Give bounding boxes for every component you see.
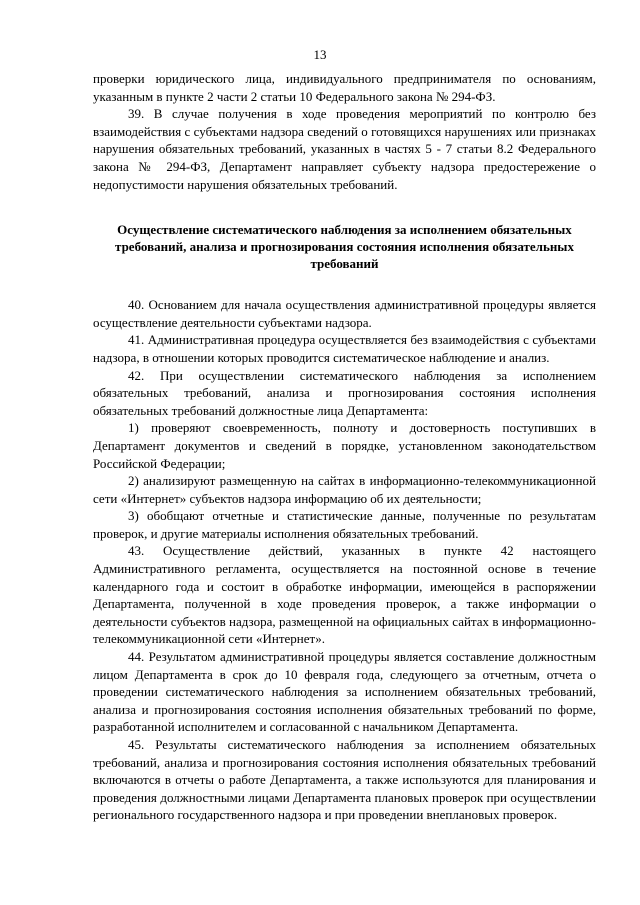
paragraph-40: 40. Основанием для начала осуществления административной процедуры является осуществление деятельности субъектами надзора. bbox=[93, 297, 596, 330]
list-item-3: 3) обобщают отчетные и статистические данные, полученные по результатам проверок, и другие материалы исполнения обязательных требований. bbox=[93, 508, 596, 541]
document-body bbox=[93, 70, 596, 824]
paragraph-43: 43. Осуществление действий, указанных в пункте 42 настоящего Административного регламента, осуществляется на постоянной основе в течение календарного года и состоит в обработке информации, имеющейся в распоряжении Департамента, полученной в ходе проведения проверок, а также информации о деятельности субъектов надзора, размещенной на официальных сайтах в информационно-телекоммуникационной сети «Интернет». bbox=[93, 543, 596, 647]
paragraph-42: 42. При осуществлении систематического наблюдения за исполнением обязательных требований, анализа и прогнозирования состояния исполнения обязательных требований должностные лица Департамента: bbox=[93, 367, 596, 418]
list-item-2: 2) анализируют размещенную на сайтах в информационно-телекоммуникационной сети «Интернет» субъектов надзора информацию об их деятельности; bbox=[93, 473, 596, 506]
page-number: 13 bbox=[313, 47, 327, 62]
paragraph-41: 41. Административная процедура осуществляется без взаимодействия с субъектами надзора, в отношении которых проводится систематическое наблюдение и анализ. bbox=[93, 332, 596, 365]
paragraph-39: 39. В случае получения в ходе проведения мероприятий по контролю без взаимодействия с субъектами надзора сведений о готовящихся нарушениях или признаках нарушения обязательных требований, указанных в частях 5 - 7 статьи 8.2 Федерального закона № 294-ФЗ, Департамент направляет субъекту надзора предостережение о недопустимости нарушения обязательных требований. bbox=[93, 106, 596, 192]
section-heading: Осуществление систематического наблюдения за исполнением обязательных требований, анализа и прогнозирования состояния исполнения обязательных требований bbox=[115, 222, 574, 272]
paragraph-45: 45. Результаты систематического наблюдения за исполнением обязательных требований, анализа и прогнозирования состояния исполнения обязательных требований включаются в отчеты о работе Департамента, а также используются для планирования и проведения должностными лицами Департамента плановых проверок при осуществлении регионального государственного надзора и при проведении внеплановых проверок. bbox=[93, 737, 596, 823]
paragraph-44: 44. Результатом административной процедуры является составление должностным лицом Департамента в срок до 10 февраля года, следующего за отчетным, отчета о проведении систематического наблюдения за исполнением обязательных требований, анализа и прогнозирования состояния исполнения обязательных требований по форме, разработанной исполнителем и согласованной с начальником Департамента. bbox=[93, 649, 596, 735]
list-item-1: 1) проверяют своевременность, полноту и достоверность поступивших в Департамент документов и сведений в порядке, установленном законодательством Российской Федерации; bbox=[93, 420, 596, 471]
paragraph-continuation: проверки юридического лица, индивидуального предпринимателя по основаниям, указанным в пункте 2 части 2 статьи 10 Федерального закона № 294-ФЗ. bbox=[93, 71, 596, 104]
